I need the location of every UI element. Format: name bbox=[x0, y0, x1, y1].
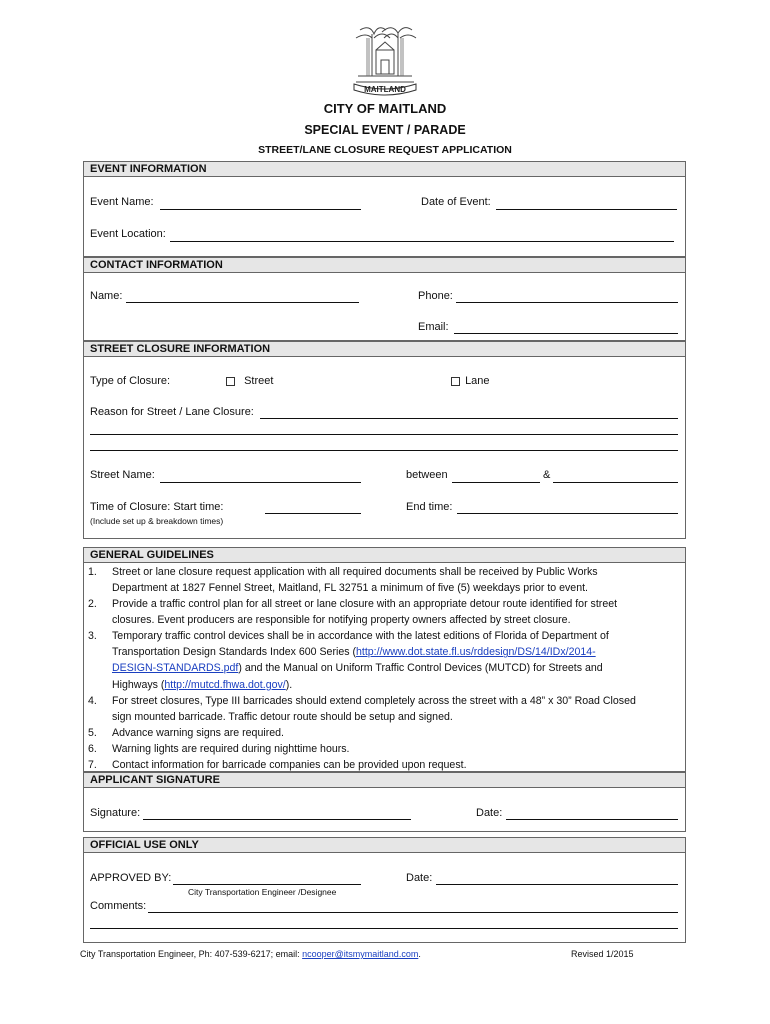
section-official-use-only: OFFICIAL USE ONLY bbox=[83, 837, 686, 853]
guideline-item-2: 2. Provide a traffic control plan for all street or lane closure with an appropriate detour route identified for street closures. Event producers are responsible for notifying property owners affected by street closure. bbox=[88, 598, 618, 627]
section-street-closure-information: STREET CLOSURE INFORMATION bbox=[83, 341, 686, 357]
guideline-item-1: 1. Street or lane closure request application with all required documents shall be received by Public Works Department at 1827 Fennel Street, Maitland, FL 32751 a minimum of five (5) weekdays prior to event. bbox=[88, 566, 598, 595]
guideline-item-7: 7. Contact information for barricade companies can be provided upon request. bbox=[88, 759, 467, 771]
title-city: CITY OF MAITLAND bbox=[323, 101, 447, 116]
comments-field-line1[interactable] bbox=[148, 912, 678, 913]
between-street2-field[interactable] bbox=[553, 482, 678, 483]
official-use-box bbox=[83, 853, 686, 943]
section-contact-information: CONTACT INFORMATION bbox=[83, 257, 686, 273]
approved-by-label: APPROVED BY: bbox=[90, 872, 172, 884]
lane-checkbox-icon[interactable] bbox=[451, 377, 460, 386]
approved-by-field[interactable] bbox=[173, 884, 361, 885]
event-name-field[interactable] bbox=[160, 209, 361, 210]
email-label: Email: bbox=[418, 321, 449, 333]
name-field[interactable] bbox=[126, 302, 359, 303]
section-general-guidelines: GENERAL GUIDELINES bbox=[83, 547, 686, 563]
footer-contact: City Transportation Engineer, Ph: 407-539-6217; email: ncooper@itsmymaitland.com. bbox=[80, 949, 421, 959]
engineer-designee-note: City Transportation Engineer /Designee bbox=[188, 887, 337, 897]
reason-field-line1[interactable] bbox=[260, 418, 678, 419]
street-name-label: Street Name: bbox=[90, 469, 155, 481]
type-of-closure-label: Type of Closure: bbox=[90, 375, 171, 387]
date-of-event-field[interactable] bbox=[496, 209, 677, 210]
title-special-event: SPECIAL EVENT / PARADE bbox=[304, 123, 466, 137]
ampersand-label: & bbox=[543, 469, 551, 481]
fdot-standards-link-cont[interactable]: DESIGN-STANDARDS.pdf bbox=[112, 662, 239, 675]
phone-field[interactable] bbox=[456, 302, 678, 303]
section-event-information: EVENT INFORMATION bbox=[83, 161, 686, 177]
between-label: between bbox=[406, 469, 448, 481]
official-date-field[interactable] bbox=[436, 884, 678, 885]
guideline-item-6: 6. Warning lights are required during nighttime hours. bbox=[88, 743, 350, 755]
street-option-label: Street bbox=[244, 375, 274, 387]
reason-field-line3[interactable] bbox=[90, 450, 678, 451]
lane-option-label: Lane bbox=[465, 375, 490, 387]
title-closure-application: STREET/LANE CLOSURE REQUEST APPLICATION bbox=[258, 144, 512, 156]
comments-field-line2[interactable] bbox=[90, 928, 678, 929]
event-location-field[interactable] bbox=[170, 241, 674, 242]
revised-date: Revised 1/2015 bbox=[571, 949, 634, 959]
signature-label: Signature: bbox=[90, 807, 141, 819]
official-date-label: Date: bbox=[406, 872, 433, 884]
name-label: Name: bbox=[90, 290, 123, 302]
signature-date-label: Date: bbox=[476, 807, 503, 819]
lane-option[interactable] bbox=[451, 375, 490, 387]
email-field[interactable] bbox=[454, 333, 678, 334]
engineer-email-link[interactable]: ncooper@itsmymaitland.com bbox=[302, 949, 419, 959]
applicant-signature-box bbox=[83, 788, 686, 832]
between-street1-field[interactable] bbox=[452, 482, 540, 483]
comments-label: Comments: bbox=[90, 900, 147, 912]
fdot-standards-link[interactable]: http://www.dot.state.fl.us/rddesign/DS/14/IDx/2014- bbox=[356, 646, 596, 659]
start-time-field[interactable] bbox=[265, 513, 361, 514]
street-option[interactable] bbox=[226, 375, 273, 387]
contact-information-box bbox=[83, 273, 686, 341]
end-time-label: End time: bbox=[406, 501, 453, 513]
setup-breakdown-note: (Include set up & breakdown times) bbox=[90, 516, 224, 526]
mutcd-link[interactable]: http://mutcd.fhwa.dot.gov/ bbox=[164, 678, 286, 691]
start-time-label: Time of Closure: Start time: bbox=[90, 501, 224, 513]
event-name-label: Event Name: bbox=[90, 196, 154, 208]
guideline-item-4: 4. For street closures, Type III barricades should extend completely across the street with a 48” x 30” Road Closed sign mounted barricade. Traffic detour route should be setup and signed. bbox=[88, 695, 636, 724]
event-location-label: Event Location: bbox=[90, 228, 166, 240]
date-of-event-label: Date of Event: bbox=[421, 196, 491, 208]
phone-label: Phone: bbox=[418, 290, 453, 302]
logo-text: MAITLAND bbox=[364, 85, 406, 94]
event-information-box bbox=[83, 177, 686, 257]
guideline-item-3: 3. Temporary traffic control devices shall be in accordance with the latest editions of Florida of Department of Transportation Design Standards Index 600 Series (http://www.dot.state.fl.us/rddesign/DS/14/IDx/2014- DESIGN-STANDARDS.pdf) and the Manual on Uniform Traffic Control Devices (MUTCD) for Streets and Highways (http://mutcd.fhwa.dot.gov/). bbox=[88, 630, 609, 691]
reason-field-line2[interactable] bbox=[90, 434, 678, 435]
signature-date-field[interactable] bbox=[506, 819, 678, 820]
signature-field[interactable] bbox=[143, 819, 411, 820]
street-name-field[interactable] bbox=[160, 482, 361, 483]
section-applicant-signature: APPLICANT SIGNATURE bbox=[83, 772, 686, 788]
street-checkbox-icon[interactable] bbox=[226, 377, 235, 386]
city-seal-logo bbox=[352, 24, 418, 100]
guideline-item-5: 5. Advance warning signs are required. bbox=[88, 727, 284, 739]
reason-label: Reason for Street / Lane Closure: bbox=[90, 406, 254, 418]
end-time-field[interactable] bbox=[457, 513, 678, 514]
